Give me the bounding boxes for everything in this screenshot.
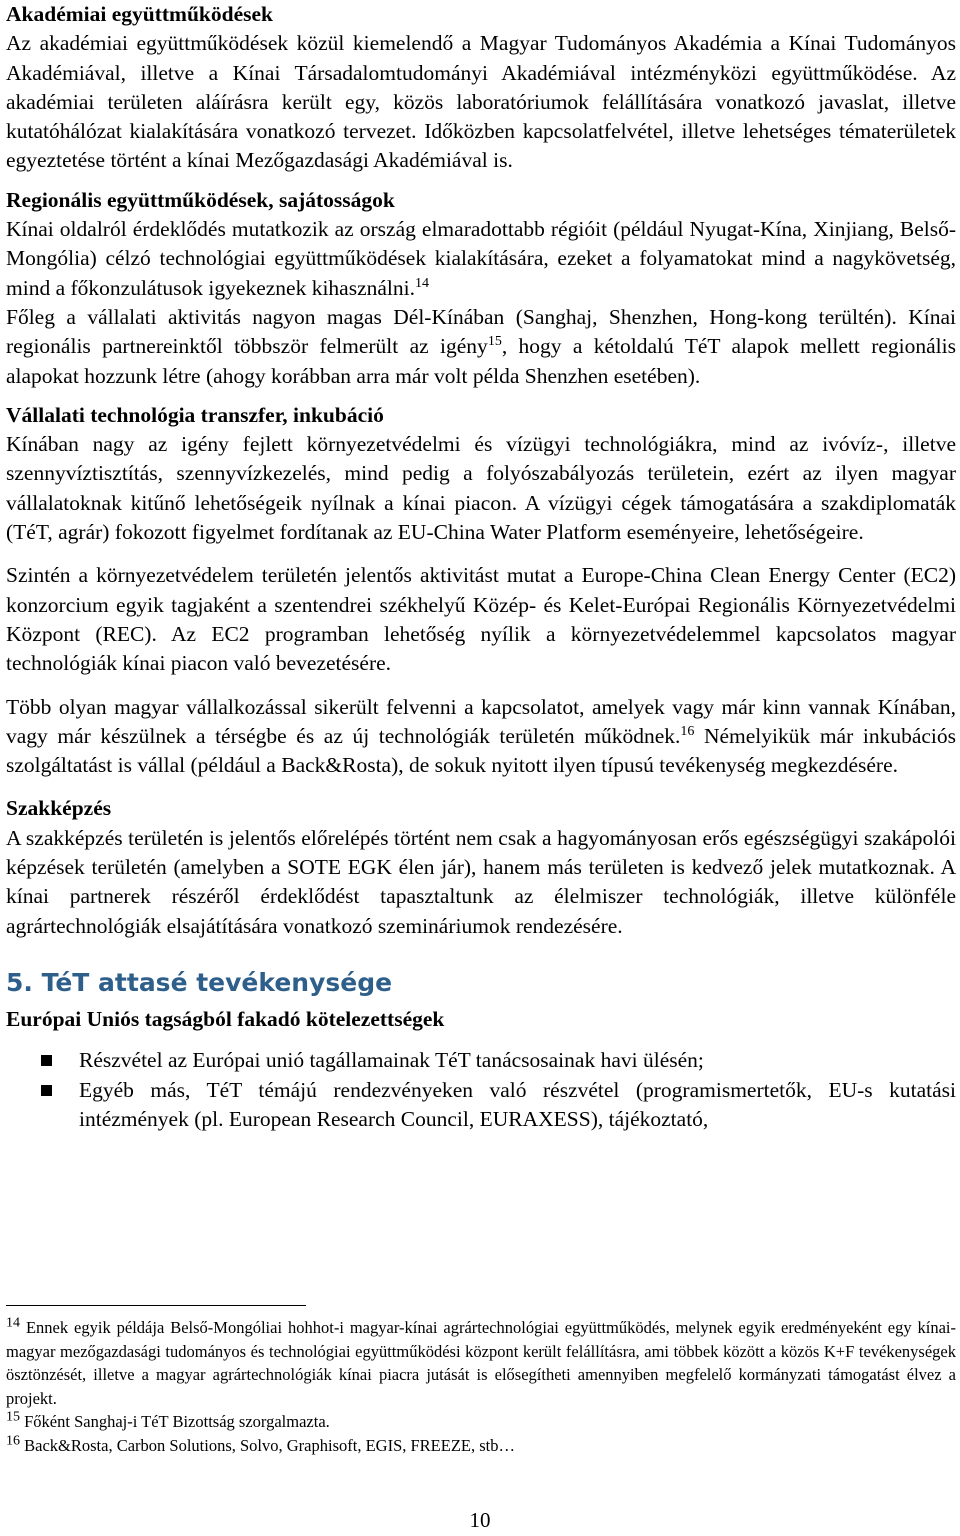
paragraph-text: Némelyikük már inkubációs szolgáltatást is vállal (például a Back&Rosta), de sokuk nyitott ilyen típusú tevékenység megkezdésére. — [6, 723, 956, 778]
page-number: 10 — [469, 1508, 491, 1532]
main-content — [6, 0, 956, 1134]
section-heading-regional: Regionális együttműködések, sajátosságok — [6, 187, 395, 212]
footnote-number: 15 — [6, 1409, 20, 1425]
paragraph-text: Főleg a vállalati aktivitás nagyon magas Dél-Kínában (Sanghaj, Shenzhen, Hong-kong terültén). Kínai regionális partnereinktől többször felmerült az igény — [6, 304, 956, 359]
footnote-text: Back&Rosta, Carbon Solutions, Solvo, Graphisoft, EGIS, FREEZE, stb… — [24, 1435, 515, 1455]
list-item — [6, 1046, 956, 1075]
square-bullet-icon — [41, 1085, 52, 1096]
paragraph-transfer-3 — [6, 693, 956, 781]
paragraph-text: Több olyan magyar vállalkozással sikerült felvenni a kapcsolatot, amelyek vagy már kinn vannak Kínában, vagy már készülnek a térségbe és az új technológiák területén működnek. — [6, 694, 956, 748]
footnote-16 — [6, 1434, 956, 1458]
section-heading-transfer: Vállalati technológia transzfer, inkubáció — [6, 402, 384, 427]
subsection-heading-eu: Európai Uniós tagságból fakadó kötelezettségek — [6, 1006, 445, 1031]
paragraph-regional-1 — [6, 215, 956, 303]
footnote-text: Ennek egyik példája Belső-Mongóliai hohhot-i magyar-kínai agrártechnológiai együttműködés, melynek egyik eredményeként egy kínai-magyar mezőgazdasági tudományos és technológiai együttműködési központ került felállításra, ami többek között a közös K+F tevékenységek ösztönzését, illetve a magyar agrártechnológiák kínai piacra jutását is elősegítheti amennyiben megfelelő kormányzati támogatást élvez a projekt. — [6, 1318, 957, 1408]
footnote-ref-16: 16 — [680, 723, 695, 739]
footnote-ref-14: 14 — [414, 275, 429, 291]
paragraph-vocational: A szakképzés területén is jelentős előrelépés történt nem csak a hagyományosan erős egészségügyi szakápolói képzések területén (amelyben a SOTE EGK élen jár), hanem más területen is kedvező jelek mutatkoznak. A kínai partnerek részéről érdeklődést tapasztaltunk az élelmiszer technológiák, illetve különféle agrártechnológiák elsajátítására vonatkozó szemináriumok rendezésére. — [6, 825, 956, 938]
footnote-number: 16 — [6, 1433, 20, 1448]
paragraph-regional-2 — [6, 303, 956, 391]
section-heading-vocational: Szakképzés — [6, 796, 112, 821]
list-item — [6, 1076, 956, 1135]
paragraph-text: , hogy a kétoldalú TéT alapok mellett regionális alapokat hozzunk létre (ahogy korábban arra már volt példa Shenzhen esetében). — [6, 334, 956, 388]
list-item-text: Részvétel az Európai unió tagállamainak TéT tanácsosainak havi ülésén; — [79, 1048, 704, 1073]
section-heading-academic: Akadémiai együttműködések — [6, 2, 273, 26]
footnote-number: 14 — [6, 1315, 20, 1331]
paragraph-text: Kínai oldalról érdeklődés mutatkozik az ország elmaradottabb régióit (például Nyugat-Kína, Xinjiang, Belső-Mongólia) célzó technológiai együttműködések kialakítására, ezeket a folyamatokat mind a nagykövetség, mind a főkonzulátusok igyekeznek kihasználni. — [6, 217, 956, 300]
paragraph-transfer-1: Kínában nagy az igény fejlett környezetvédelmi és vízügyi technológiákra, mind az ivóvíz-, illetve szennyvíztisztítás, szennyvízkezelés, mind pedig a folyószabályozás területein, ezért az ilyen magyar vállalatoknak kitűnő lehetőségeik nyílnak a kínai piacon. A vízügyi cégek támogatására a szakdiplomaták (TéT, agrár) fokozott figyelmet fordítanak az EU-China Water Platform eseményeire, lehetőségeire. — [6, 432, 956, 545]
footnote-separator — [6, 1305, 306, 1306]
footnote-text: Főként Sanghaj-i TéT Bizottság szorgalmazta. — [24, 1412, 330, 1431]
list-item-text: Egyéb más, TéT témájú rendezvényeken való részvétel (programismertetők, EU-s kutatási intézmények (pl. European Research Council, EURAXESS), tájékoztató, — [79, 1077, 956, 1131]
paragraph-academic: Az akadémiai együttműködések közül kiemelendő a Magyar Tudományos Akadémia a Kínai Tudományos Akadémiával, illetve a Kínai Társadalomtudományi Akadémiával intézményközi együttműködése. Az akadémiai területen aláírásra került egy, közös laboratóriumok felállítására vonatkozó javaslat, illetve kutatóhálózat kialakítására vonatkozó tervezet. Időközben kapcsolatfelvétel, illetve lehetséges tématerületek egyeztetése történt a kínai Mezőgazdasági Akadémiával is. — [6, 31, 956, 173]
paragraph-transfer-2: Szintén a környezetvédelem területén jelentős aktivitást mutat a Europe-China Clean Energy Center (EC2) konzorcium egyik tagjaként a szentendrei székhelyű Közép- és Kelet-Európai Regionális Környezetvédelmi Központ (REC). Az EC2 programban lehetőség nyílik a környezetvédelemmel kapcsolatos magyar technológiák kínai piacon való bevezetésére. — [6, 563, 956, 676]
footnote-15 — [6, 1410, 956, 1434]
chapter-title: 5. TéT attasé tevékenysége — [6, 967, 393, 997]
footnote-ref-15: 15 — [487, 334, 502, 350]
bullet-list — [6, 1046, 956, 1134]
footnotes — [6, 1305, 956, 1457]
footnote-14 — [6, 1316, 956, 1410]
square-bullet-icon — [41, 1055, 52, 1066]
